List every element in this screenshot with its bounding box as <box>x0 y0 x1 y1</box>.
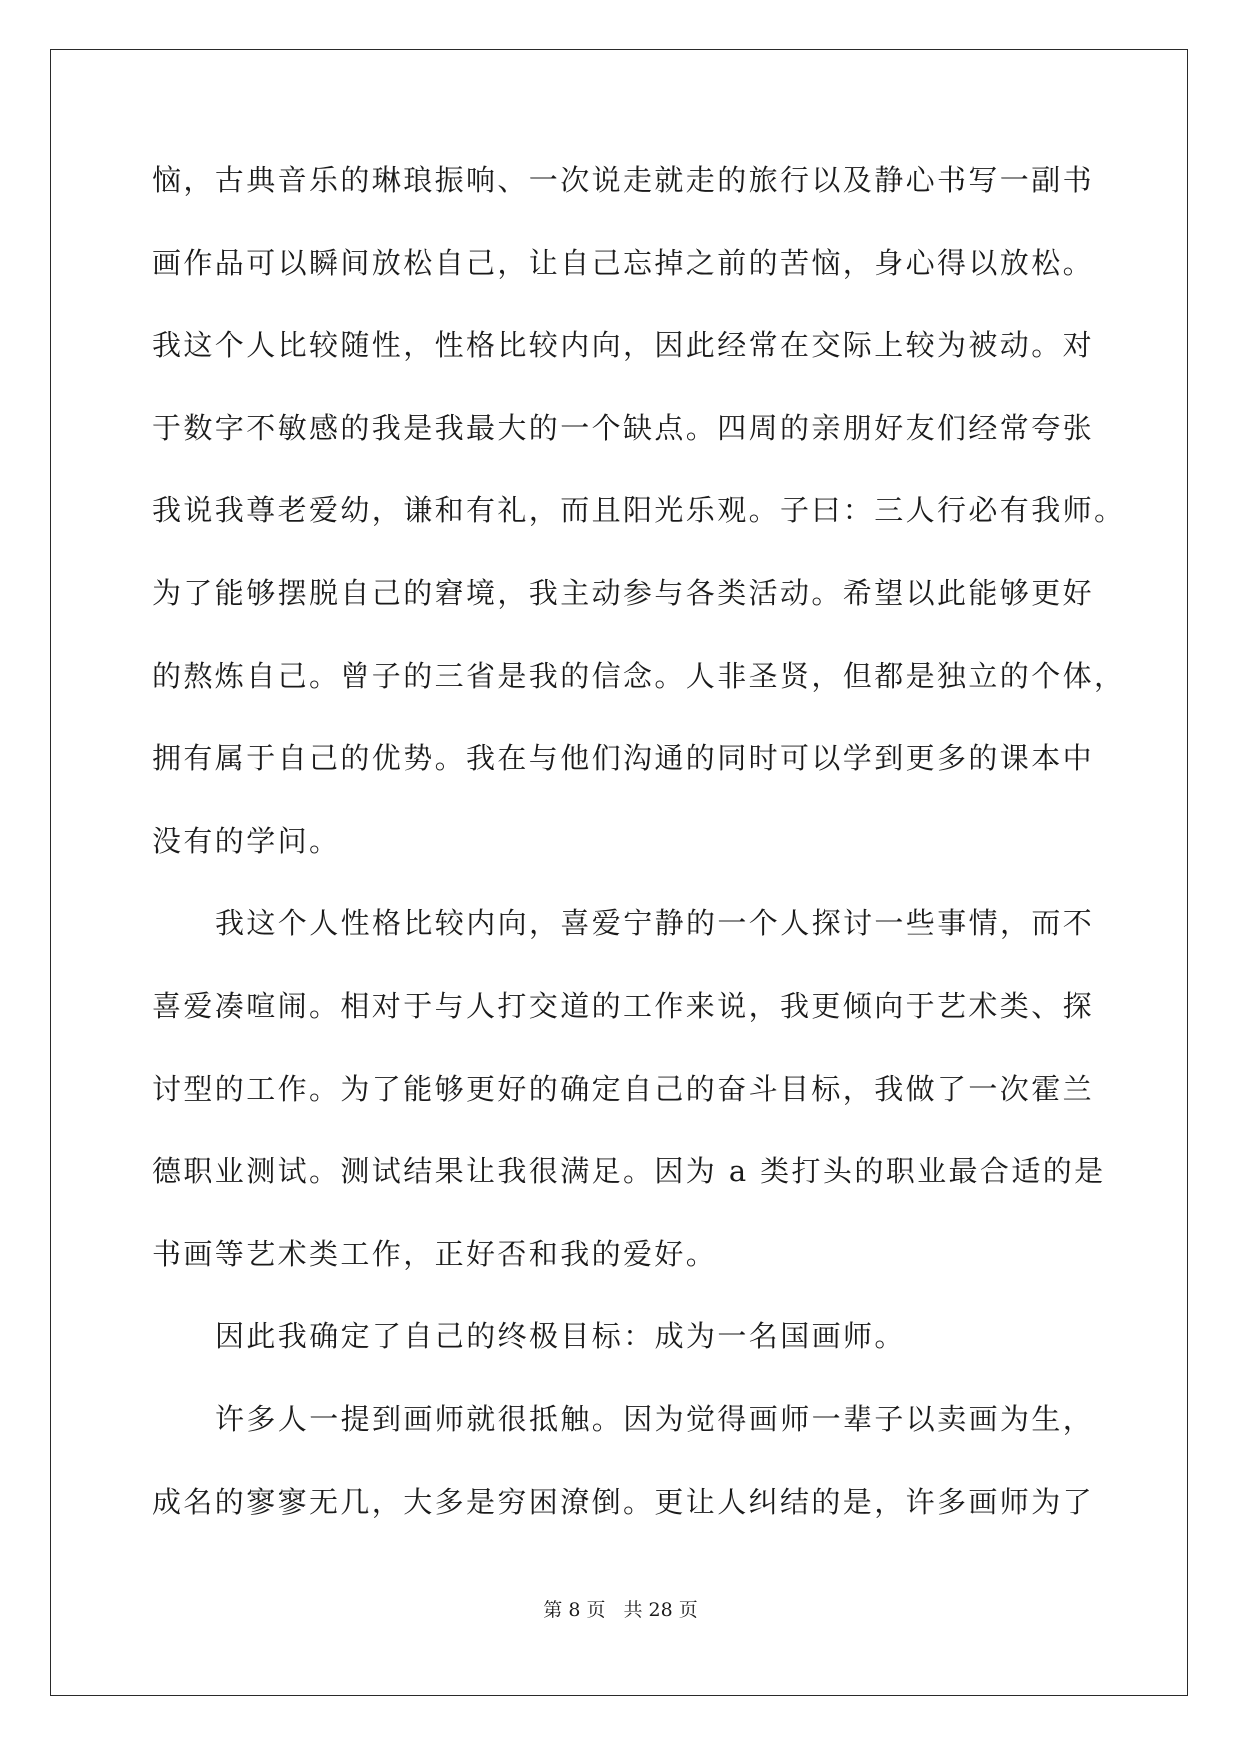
document-body <box>152 159 1126 1563</box>
text-line: 我说我尊老爱幼，谦和有礼，而且阳光乐观。子曰：三人行必有我师。 <box>152 493 1126 528</box>
text-line: 恼，古典音乐的琳琅振响、一次说走就走的旅行以及静心书写一副书 <box>152 163 1095 197</box>
text-line: 拥有属于自己的优势。我在与他们沟通的同时可以学到更多的课本中 <box>152 741 1095 776</box>
text-line: 没有的学问。 <box>152 823 341 858</box>
page-total: 共 28 页 <box>623 1599 698 1621</box>
page-number: 第 8 页 <box>543 1599 606 1621</box>
text-line: 我这个人比较随性，性格比较内向，因此经常在交际上较为被动。对 <box>152 328 1095 363</box>
text-line: 讨型的工作。为了能够更好的确定自己的奋斗目标，我做了一次霍兰 <box>152 1071 1095 1106</box>
text-line: 于数字不敏感的我是我最大的一个缺点。四周的亲朋好友们经常夸张 <box>152 410 1095 445</box>
text-line: 书画等艺术类工作，正好否和我的爱好。 <box>152 1236 718 1271</box>
text-line: 画作品可以瞬间放松自己，让自己忘掉之前的苦恼，身心得以放松。 <box>152 245 1095 280</box>
text-line: 德职业测试。测试结果让我很满足。因为 a 类打头的职业最合适的是 <box>152 1154 1106 1189</box>
text-line: 为了能够摆脱自己的窘境，我主动参与各类活动。希望以此能够更好 <box>152 575 1095 610</box>
paragraph-start-line: 我这个人性格比较内向，喜爱宁静的一个人探讨一些事情，而不 <box>215 906 1095 941</box>
paragraph-start-line: 许多人一提到画师就很抵触。因为觉得画师一辈子以卖画为生， <box>215 1401 1095 1436</box>
paragraph-start-line: 因此我确定了自己的终极目标：成为一名国画师。 <box>215 1319 906 1354</box>
page-footer <box>0 1595 1241 1622</box>
text-line: 的熬炼自己。曾子的三省是我的信念。人非圣贤，但都是独立的个体， <box>152 658 1126 693</box>
text-line: 成名的寥寥无几，大多是穷困潦倒。更让人纠结的是，许多画师为了 <box>152 1484 1095 1519</box>
text-line: 喜爱凑喧闹。相对于与人打交道的工作来说，我更倾向于艺术类、探 <box>152 988 1095 1023</box>
